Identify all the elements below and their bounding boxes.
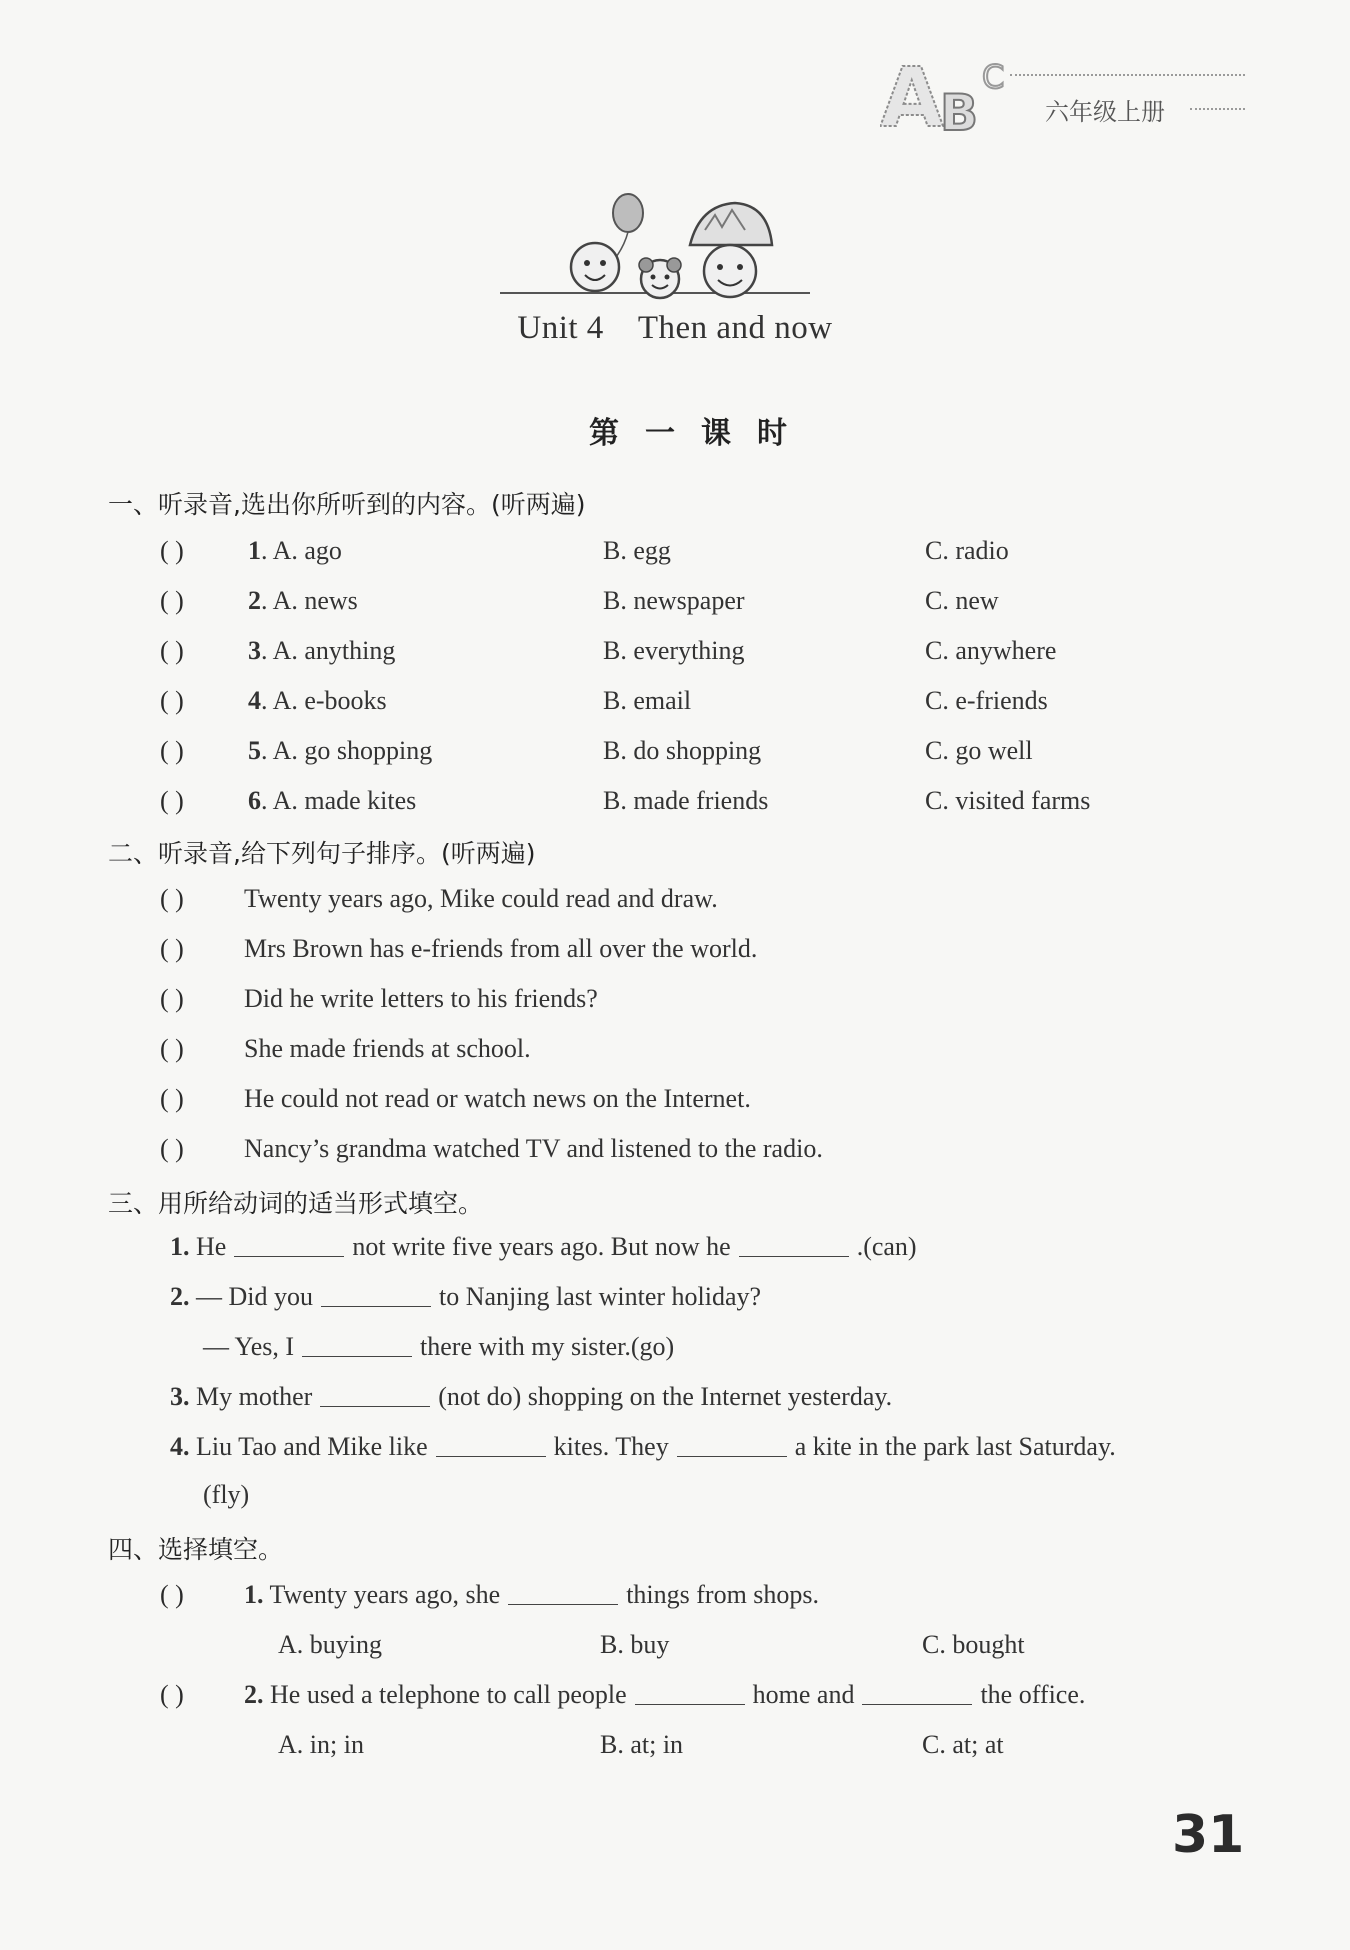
- option-b: B. newspaper: [603, 586, 745, 615]
- option-c: C. radio: [925, 536, 1009, 565]
- answer-blank[interactable]: [436, 1456, 546, 1457]
- lesson-title: 第一课时: [589, 416, 813, 451]
- answer-blank: [862, 1704, 972, 1705]
- option-b: B. egg: [603, 536, 671, 565]
- answer-blank[interactable]: [320, 1406, 430, 1407]
- list-item: 6. A. made kites: [248, 786, 417, 815]
- sentence-item: She made friends at school.: [244, 1034, 531, 1063]
- answer-blank: [508, 1604, 618, 1605]
- sentence-item: He could not read or watch news on the Internet.: [244, 1084, 751, 1113]
- option-c: C. new: [925, 586, 999, 615]
- svg-text:A: A: [880, 51, 944, 138]
- svg-text:C: C: [982, 58, 1005, 96]
- grade-label: 六年级上册: [1045, 98, 1165, 126]
- answer-blank[interactable]: [234, 1256, 344, 1257]
- answer-paren[interactable]: ( ): [160, 686, 184, 715]
- fill-question-2: 2. — Did you to Nanjing last winter holiday?: [170, 1282, 762, 1311]
- answer-paren[interactable]: ( ): [160, 1134, 184, 1163]
- answer-paren[interactable]: ( ): [160, 1034, 184, 1063]
- three-children-with-balloon-icon: [500, 185, 830, 310]
- answer-paren[interactable]: ( ): [160, 984, 184, 1013]
- option-a: A. in; in: [278, 1730, 364, 1759]
- list-item: 5. A. go shopping: [248, 736, 433, 765]
- answer-paren[interactable]: ( ): [160, 934, 184, 963]
- option-b: B. at; in: [600, 1730, 684, 1759]
- sentence-item: Did he write letters to his friends?: [244, 984, 598, 1013]
- answer-paren[interactable]: ( ): [160, 536, 184, 565]
- list-item: 1. A. ago: [248, 536, 342, 565]
- option-c: C. bought: [922, 1630, 1025, 1659]
- section-1-heading: 一、听录音,选出你所听到的内容。(听两遍): [108, 490, 586, 519]
- option-c: C. anywhere: [925, 636, 1057, 665]
- answer-paren[interactable]: ( ): [160, 1680, 184, 1709]
- choice-question-2: 2. He used a telephone to call people home and the office.: [244, 1680, 1086, 1709]
- fill-question-3: 3. My mother (not do) shopping on the Internet yesterday.: [170, 1382, 893, 1411]
- answer-blank[interactable]: [302, 1356, 412, 1357]
- answer-paren[interactable]: ( ): [160, 736, 184, 765]
- option-a: A. buying: [278, 1630, 382, 1659]
- fill-question-2-answer: — Yes, I there with my sister.(go): [203, 1332, 675, 1361]
- answer-blank[interactable]: [739, 1256, 849, 1257]
- option-b: B. buy: [600, 1630, 670, 1659]
- unit-number: Unit 4: [517, 310, 604, 346]
- answer-paren[interactable]: ( ): [160, 636, 184, 665]
- unit-title: [0, 310, 1350, 347]
- option-c: C. visited farms: [925, 786, 1091, 815]
- answer-paren[interactable]: ( ): [160, 586, 184, 615]
- list-item: 4. A. e-books: [248, 686, 387, 715]
- svg-text:B: B: [940, 84, 979, 138]
- option-b: B. everything: [603, 636, 745, 665]
- option-b: B. do shopping: [603, 736, 762, 765]
- answer-paren[interactable]: ( ): [160, 1580, 184, 1609]
- answer-paren[interactable]: ( ): [160, 1084, 184, 1113]
- sentence-item: Nancy’s grandma watched TV and listened to the radio.: [244, 1134, 823, 1163]
- choice-question-1: 1. Twenty years ago, she things from shops.: [244, 1580, 820, 1609]
- section-3-heading: 三、用所给动词的适当形式填空。: [108, 1189, 484, 1218]
- option-b: B. email: [603, 686, 692, 715]
- page-number: 31: [1172, 1805, 1245, 1865]
- option-c: C. go well: [925, 736, 1033, 765]
- option-c: C. at; at: [922, 1730, 1004, 1759]
- answer-blank[interactable]: [677, 1456, 787, 1457]
- option-b: B. made friends: [603, 786, 769, 815]
- answer-blank[interactable]: [321, 1306, 431, 1307]
- answer-paren[interactable]: ( ): [160, 884, 184, 913]
- sentence-item: Mrs Brown has e-friends from all over the world.: [244, 934, 758, 963]
- fill-question-1: 1. He not write five years ago. But now he .(can): [170, 1232, 917, 1261]
- option-c: C. e-friends: [925, 686, 1048, 715]
- header-dotted-line: [1010, 74, 1245, 76]
- answer-paren[interactable]: ( ): [160, 786, 184, 815]
- answer-blank: [635, 1704, 745, 1705]
- section-4-heading: 四、选择填空。: [108, 1535, 284, 1564]
- fill-question-4-hint: (fly): [203, 1480, 250, 1509]
- section-2-heading: 二、听录音,给下列句子排序。(听两遍): [108, 839, 536, 868]
- list-item: 3. A. anything: [248, 636, 396, 665]
- abc-letters-logo-icon: [880, 48, 1020, 138]
- list-item: 2. A. news: [248, 586, 358, 615]
- header-dotted-line-right: [1190, 108, 1245, 110]
- unit-name: Then and now: [637, 310, 833, 346]
- sentence-item: Twenty years ago, Mike could read and draw.: [244, 884, 718, 913]
- fill-question-4: 4. Liu Tao and Mike like kites. They a kite in the park last Saturday.: [170, 1432, 1116, 1461]
